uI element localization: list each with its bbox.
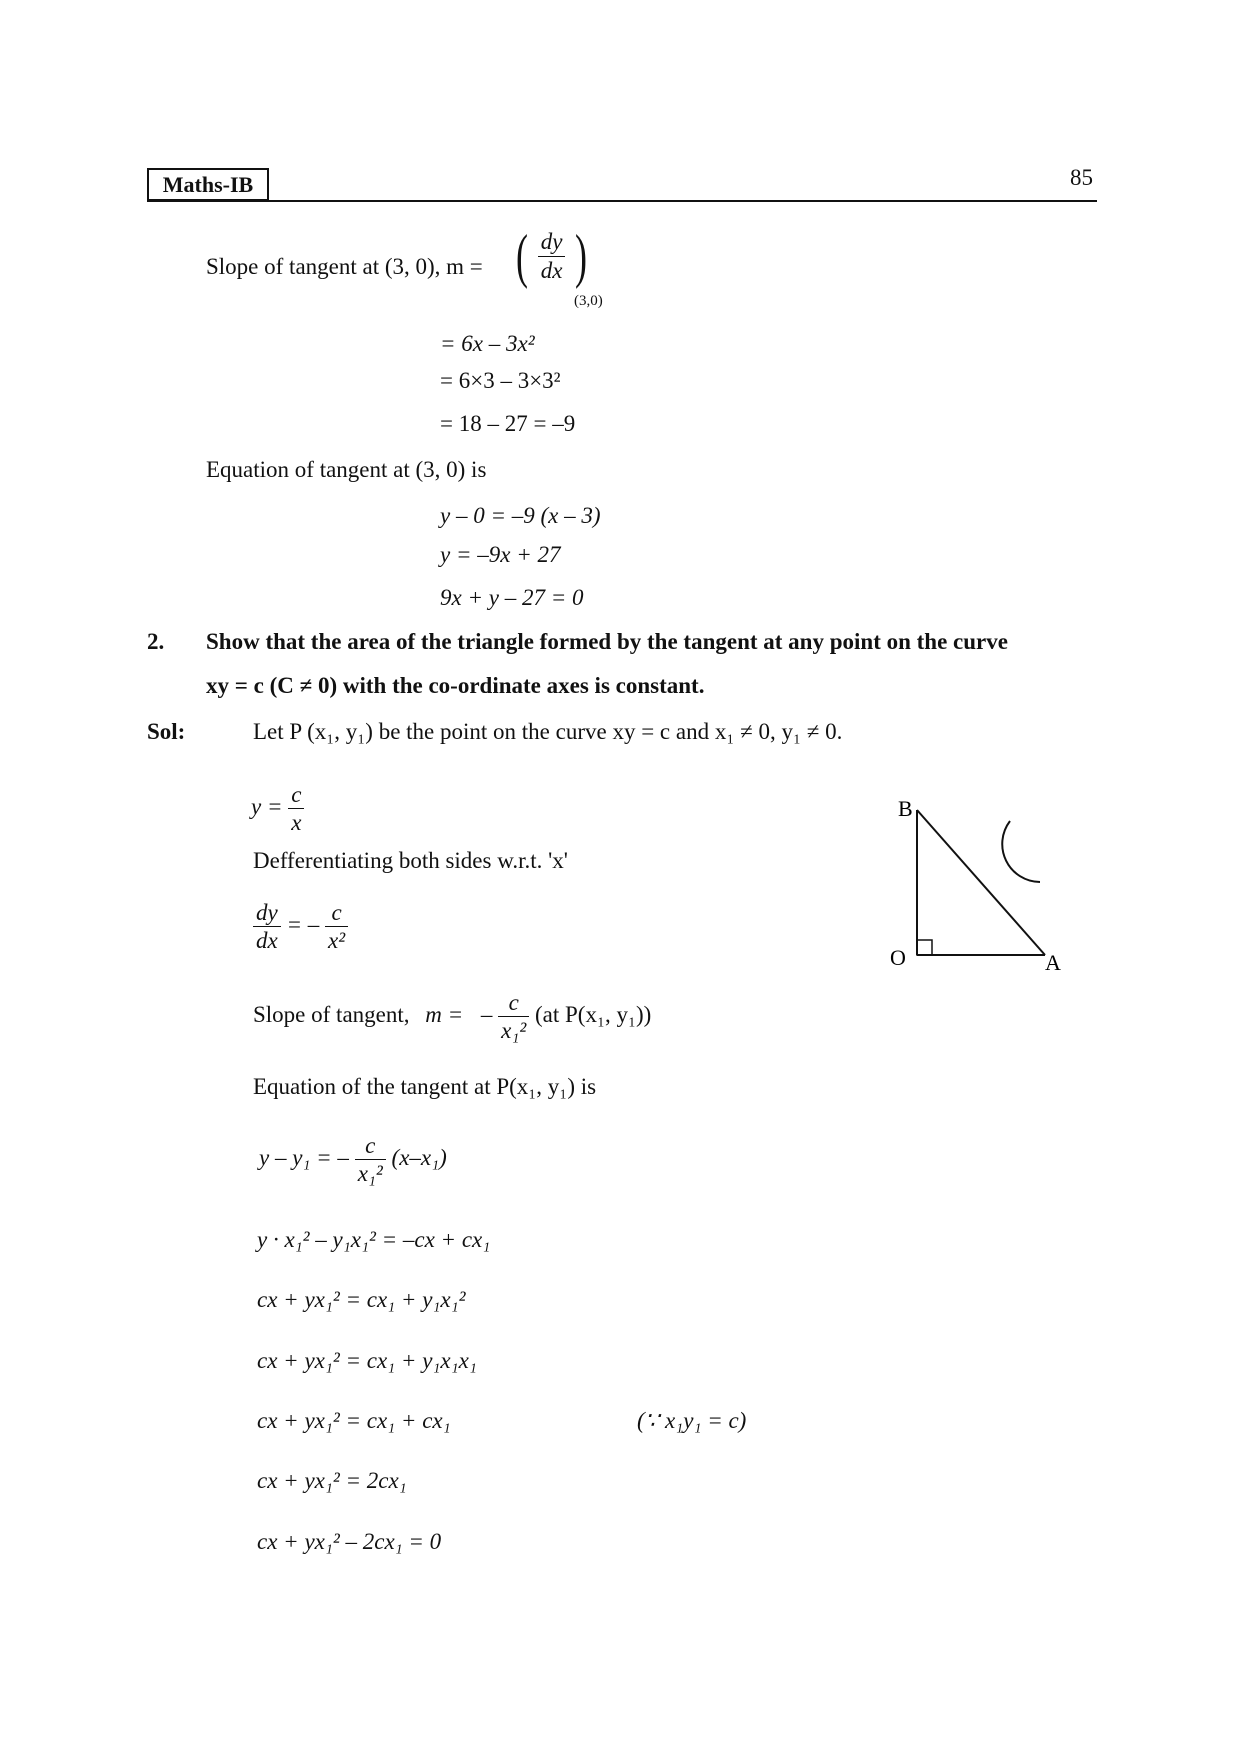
right-paren: ) <box>575 223 588 289</box>
question-number: 2. <box>147 629 165 654</box>
header-rule <box>147 200 1097 202</box>
slope-derivative <box>512 223 591 289</box>
label-a: A <box>1045 950 1061 975</box>
tangent-point-slope-form: y – y₁ = – $\frac{c}{\text{x₁²}}$ (x–x₁) <box>259 1133 447 1187</box>
because-note: (∵ x₁y₁ = c) <box>637 1408 747 1433</box>
question-line-2: xy = c (C ≠ 0) with the co-ordinate axes is constant. <box>206 673 705 698</box>
subject-label-box <box>147 168 269 201</box>
label-b: B <box>898 796 913 821</box>
solution-step-1: y · x₁² – y₁x₁² = –cx + cx₁ <box>257 1227 491 1252</box>
dy-dx-fraction: $\frac{dy}{dx}$ <box>538 229 566 283</box>
derivative-equation: $\frac{dy}{dx}$ = – $\frac{c}{\text{x²}}$ <box>253 900 348 954</box>
curve-arc <box>1002 821 1040 882</box>
slope-step-2: = 6×3 – 3×3² <box>440 368 561 393</box>
slope-label: Slope of tangent at (3, 0), m = <box>206 254 483 279</box>
left-paren: ( <box>515 223 528 289</box>
label-o: O <box>890 945 906 970</box>
tangent-line <box>917 810 1045 955</box>
solution-step-6: cx + yx₁² – 2cx₁ = 0 <box>257 1529 442 1554</box>
solution-step-3: cx + yx₁² = cx₁ + y₁x₁x₁ <box>257 1348 477 1373</box>
slope-of-tangent: Slope of tangent, m = – $\frac{c}{\text{x₁²}}$ (at P(x₁, y₁)) <box>253 990 652 1044</box>
solution-intro: Let P (x₁, y₁) be the point on the curve xy = c and x₁ ≠ 0, y₁ ≠ 0. <box>253 719 843 744</box>
solution-step-4: cx + yx₁² = cx₁ + cx₁ <box>257 1408 451 1433</box>
tangent-step-1: y – 0 = –9 (x – 3) <box>440 503 601 528</box>
triangle-tangent-diagram <box>880 790 1080 980</box>
slope-step-3: = 18 – 27 = –9 <box>440 411 576 436</box>
diff-text: Defferentiating both sides w.r.t. 'x' <box>253 848 568 873</box>
slope-step-1: = 6x – 3x² <box>440 331 535 356</box>
tangent-eq-label: Equation of tangent at (3, 0) is <box>206 457 487 482</box>
c-over-x-fraction: $\frac{c}{x}$ <box>288 782 304 836</box>
solution-step-2: cx + yx₁² = cx₁ + y₁x₁² <box>257 1287 466 1312</box>
tangent-at-p-text: Equation of the tangent at P(x₁, y₁) is <box>253 1074 597 1099</box>
solution-label: Sol: <box>147 719 186 744</box>
c-over-x-squared-fraction: $\frac{c}{\text{x²}}$ <box>325 900 348 954</box>
evaluation-point: (3,0) <box>574 293 603 309</box>
dy-dx-fraction: $\frac{dy}{dx}$ <box>253 900 281 954</box>
y-equals-c-over-x: y = $\frac{c}{x}$ <box>251 782 304 836</box>
question-line-1: Show that the area of the triangle formed by the tangent at any point on the curve <box>206 629 1008 654</box>
c-over-x1-squared-fraction: $\frac{c}{\text{x₁²}}$ <box>498 990 529 1044</box>
tangent-step-3: 9x + y – 27 = 0 <box>440 585 584 610</box>
subject-label: Maths-IB <box>162 172 254 197</box>
page-number: 85 <box>1070 165 1093 190</box>
solution-step-5: cx + yx₁² = 2cx₁ <box>257 1468 407 1493</box>
right-angle-mark <box>917 940 932 955</box>
c-over-x1-squared-fraction: $\frac{c}{\text{x₁²}}$ <box>355 1133 386 1187</box>
tangent-step-2: y = –9x + 27 <box>440 542 561 567</box>
